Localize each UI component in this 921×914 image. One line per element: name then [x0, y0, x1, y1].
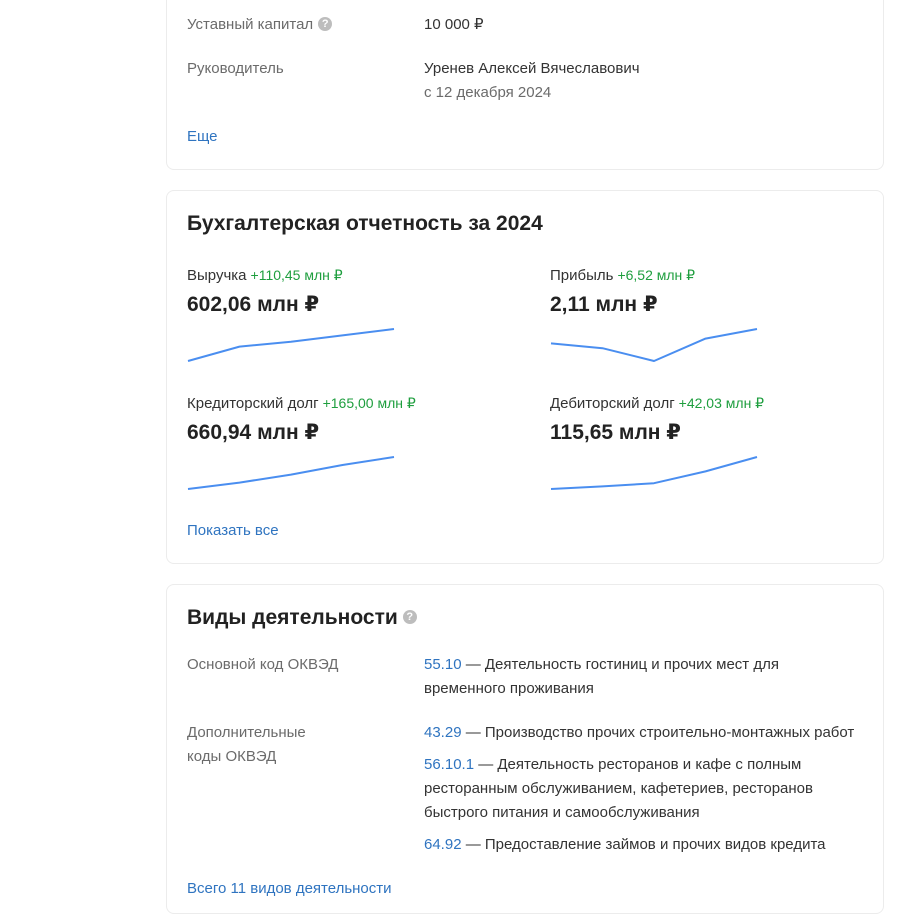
- metric-payables[interactable]: [187, 393, 487, 492]
- more-link[interactable]: Еще: [187, 128, 218, 145]
- metric-value: 602,06 млн ₽: [187, 293, 320, 316]
- extra-okved-label: [187, 721, 306, 769]
- activities-title-text: Виды деятельности: [187, 606, 398, 629]
- okved-code-link[interactable]: 56.10.1: [424, 756, 475, 773]
- finance-card: [166, 190, 884, 564]
- sparkline-series-line: [551, 329, 757, 361]
- okved-description: — Деятельность гостиниц и прочих мест для временного проживания: [424, 656, 779, 697]
- metric-value: 115,65 млн ₽: [550, 421, 681, 444]
- okved-code-link[interactable]: 43.29: [424, 724, 462, 741]
- sparkline-series-line: [188, 457, 394, 489]
- metric-delta: +110,45 млн ₽: [250, 267, 343, 283]
- sparkline-series-line: [551, 457, 757, 489]
- payables-sparkline: [187, 456, 397, 492]
- capital-label-text: Уставный капитал: [187, 16, 314, 33]
- question-icon[interactable]: ?: [318, 17, 332, 31]
- okved-description: — Деятельность ресторанов и кафе с полным ресторанным обслуживанием, кафетериев, ресторанов быстрого питания и самообслуживания: [424, 756, 813, 821]
- okved-description: — Предоставление займов и прочих видов кредита: [461, 836, 826, 853]
- question-icon[interactable]: ?: [403, 610, 417, 624]
- metric-value: 660,94 млн ₽: [187, 421, 320, 444]
- capital-value: 10 000 ₽: [424, 16, 484, 33]
- all-activities-link[interactable]: Всего 11 видов деятельности: [187, 880, 392, 897]
- extra-okved-item: [424, 721, 864, 745]
- metric-label: Прибыль: [550, 267, 614, 284]
- director-since: с 12 декабря 2024: [424, 84, 552, 101]
- metric-profit[interactable]: [550, 265, 850, 364]
- capital-label: [187, 13, 332, 37]
- extra-okved-label-line2: коды ОКВЭД: [187, 748, 277, 765]
- extra-okved-item: [424, 753, 864, 825]
- revenue-sparkline: [187, 328, 397, 364]
- main-okved-label: Основной код ОКВЭД: [187, 656, 339, 673]
- extra-okved-label-line1: Дополнительные: [187, 724, 306, 741]
- activities-title: [187, 604, 417, 632]
- metric-revenue[interactable]: [187, 265, 487, 364]
- metric-delta: +42,03 млн ₽: [678, 395, 765, 411]
- director-name[interactable]: Уренев Алексей Вячеславович: [424, 60, 640, 77]
- okved-code-link[interactable]: 55.10: [424, 656, 462, 673]
- okved-code-link[interactable]: 64.92: [424, 836, 462, 853]
- metric-value: 2,11 млн ₽: [550, 293, 658, 316]
- receivables-sparkline: [550, 456, 760, 492]
- metric-receivables[interactable]: [550, 393, 850, 492]
- show-all-link[interactable]: Показать все: [187, 522, 279, 539]
- metric-label: Дебиторский долг: [550, 395, 675, 412]
- metric-delta: +6,52 млн ₽: [617, 267, 696, 283]
- metric-delta: +165,00 млн ₽: [322, 395, 416, 411]
- director-label: Руководитель: [187, 60, 284, 77]
- main-okved: [424, 653, 864, 701]
- metric-label: Кредиторский долг: [187, 395, 319, 412]
- okved-description: — Производство прочих строительно-монтажных работ: [461, 724, 855, 741]
- metric-label: Выручка: [187, 267, 247, 284]
- profit-sparkline: [550, 328, 760, 364]
- finance-title: Бухгалтерская отчетность за 2024: [187, 212, 543, 235]
- extra-okved-item: [424, 833, 864, 857]
- sparkline-series-line: [188, 329, 394, 361]
